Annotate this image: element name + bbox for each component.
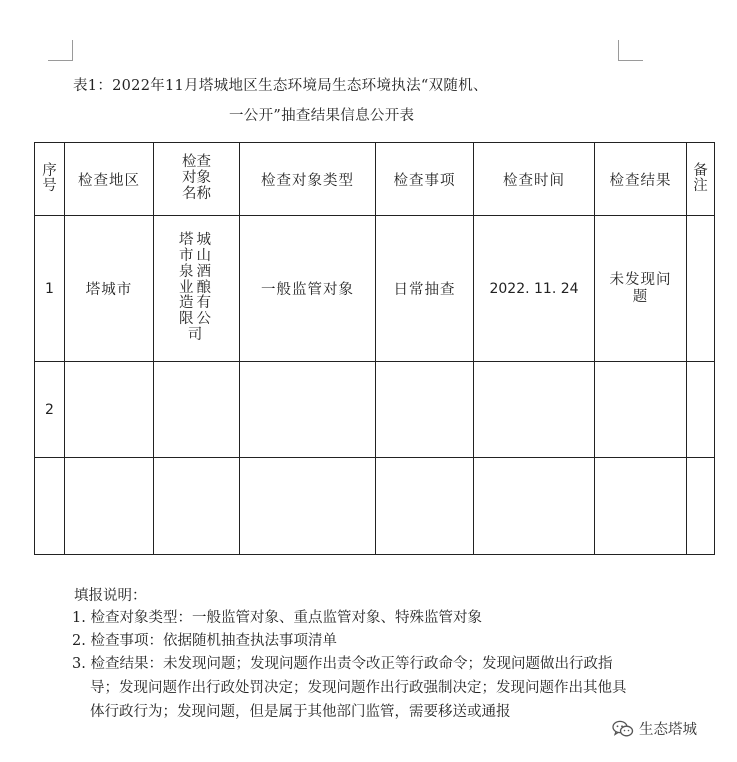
page-corner-mark-top-right xyxy=(618,40,643,61)
instructions-heading: 填报说明： xyxy=(74,588,147,604)
cell-result xyxy=(595,362,687,458)
wechat-icon xyxy=(612,720,634,738)
cell-region xyxy=(65,458,154,555)
table-row xyxy=(35,458,715,555)
table-title-line-2: 一公开”抽查结果信息公开表 xyxy=(229,108,415,124)
header-cell-time: 检查时间 xyxy=(474,143,595,216)
header-cell-result: 检查结果 xyxy=(595,143,687,216)
cell-result: 未发现问题 xyxy=(595,216,687,362)
cell-time xyxy=(474,458,595,555)
cell-serial: 1 xyxy=(35,216,65,362)
table-title-line-1: 表1：2022年11月塔城地区生态环境局生态环境执法“双随机、 xyxy=(73,78,488,94)
cell-remarks xyxy=(687,362,715,458)
cell-object-type xyxy=(240,362,376,458)
cell-object-type: 一般监管对象 xyxy=(240,216,376,362)
table-row xyxy=(35,216,715,362)
cell-time xyxy=(474,362,595,458)
cell-time: 2022. 11. 24 xyxy=(474,216,595,362)
cell-object-name: 塔城市山泉酒业酿造有限公司 xyxy=(154,216,240,362)
instruction-item-2: 2. 检查事项：依据随机抽查执法事项清单 xyxy=(72,633,337,649)
table-header-row xyxy=(35,143,715,216)
instruction-item-1: 1. 检查对象类型：一般监管对象、重点监管对象、特殊监管对象 xyxy=(72,610,482,626)
cell-object-name xyxy=(154,458,240,555)
cell-serial: 2 xyxy=(35,362,65,458)
header-cell-object-type: 检查对象类型 xyxy=(240,143,376,216)
cell-result xyxy=(595,458,687,555)
cell-item: 日常抽查 xyxy=(376,216,474,362)
header-cell-serial: 序号 xyxy=(35,143,65,216)
instruction-item-3: 3. 检查结果：未发现问题；发现问题作出责令改正等行政命令；发现问题做出行政指导；发现问题作出行政处罚决定；发现问题作出行政强制决定；发现问题作出其他具体行政行为；发现问题，但是属于其他部门监管，需要移送或通报 xyxy=(72,656,627,720)
inspection-results-table xyxy=(34,142,715,555)
cell-item xyxy=(376,362,474,458)
header-cell-item: 检查事项 xyxy=(376,143,474,216)
cell-region: 塔城市 xyxy=(65,216,154,362)
header-cell-remarks: 备注 xyxy=(687,143,715,216)
header-cell-region: 检查地区 xyxy=(65,143,154,216)
cell-object-name xyxy=(154,362,240,458)
wechat-watermark xyxy=(612,718,697,739)
header-cell-object-name: 检查对象名称 xyxy=(154,143,240,216)
table-row xyxy=(35,362,715,458)
cell-region xyxy=(65,362,154,458)
cell-object-type xyxy=(240,458,376,555)
page-corner-mark-top-left xyxy=(48,40,73,61)
cell-remarks xyxy=(687,216,715,362)
cell-item xyxy=(376,458,474,555)
watermark-text: 生态塔城 xyxy=(639,722,697,738)
cell-remarks xyxy=(687,458,715,555)
cell-serial xyxy=(35,458,65,555)
